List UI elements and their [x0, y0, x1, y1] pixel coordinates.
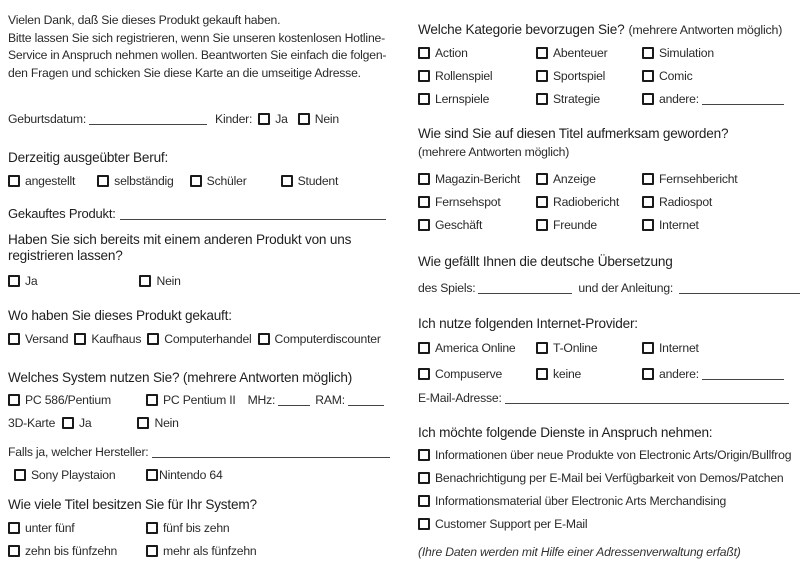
checkbox-icon [642, 47, 654, 59]
kategorie-row-1 [418, 46, 714, 60]
checkbox-label: Action [435, 46, 468, 60]
checkbox-label: Rollenspiel [435, 69, 493, 83]
checkbox-icon [418, 449, 430, 461]
checkbox-icon [642, 219, 654, 231]
gekauft-versand-checkbox[interactable] [8, 332, 68, 346]
checkbox-icon [8, 522, 20, 534]
checkbox-label: angestellt [25, 174, 76, 188]
checkbox-icon [418, 472, 430, 484]
checkbox-icon [418, 368, 430, 380]
email-label: E-Mail-Adresse: [418, 391, 502, 405]
kinder-nein-checkbox[interactable] [298, 112, 339, 126]
aufmerksam-internet-checkbox[interactable] [642, 218, 699, 232]
gekauft-title: Wo haben Sie dieses Produkt gekauft: [8, 308, 232, 323]
checkbox-icon [137, 417, 149, 429]
provider-andere-checkbox[interactable] [642, 367, 699, 381]
karte-nein-checkbox[interactable] [137, 416, 178, 430]
checkbox-label: Sportspiel [553, 69, 606, 83]
checkbox-icon [146, 469, 158, 481]
checkbox-label: Internet [659, 218, 699, 232]
checkbox-icon [146, 545, 158, 557]
dienste-row [418, 471, 783, 485]
provider-tonline-checkbox[interactable] [536, 341, 642, 355]
kategorie-strategie-checkbox[interactable] [536, 92, 642, 106]
checkbox-label: Internet [659, 341, 699, 355]
checkbox-icon [418, 518, 430, 530]
checkbox-label: Comic [659, 69, 693, 83]
checkbox-icon [536, 70, 548, 82]
registriert-title [8, 232, 351, 264]
checkbox-icon [642, 196, 654, 208]
beruf-angestellt-checkbox[interactable] [8, 174, 75, 188]
dienste-support-checkbox[interactable] [418, 517, 587, 531]
checkbox-icon [418, 196, 430, 208]
kategorie-action-checkbox[interactable] [418, 46, 536, 60]
aufmerksam-row-2 [418, 195, 712, 209]
checkbox-label: Sony Playstaion [31, 468, 116, 482]
checkbox-icon [418, 342, 430, 354]
checkbox-label: mehr als fünfzehn [163, 544, 257, 558]
beruf-selbstaendig-checkbox[interactable] [97, 174, 173, 188]
titel-row-2 [8, 544, 256, 558]
intro-line: Service in Anspruch nehmen wollen. Beantworten Sie einfach die folgen- [8, 48, 387, 62]
aufmerksam-fernsehspot-checkbox[interactable] [418, 195, 536, 209]
checkbox-label: keine [553, 367, 582, 381]
kategorie-rollenspiel-checkbox[interactable] [418, 69, 536, 83]
checkbox-icon [418, 93, 430, 105]
checkbox-icon [8, 394, 20, 406]
kategorie-row-2 [418, 69, 693, 83]
kinder-ja-checkbox[interactable] [258, 112, 287, 126]
provider-compuserve-checkbox[interactable] [418, 367, 536, 381]
checkbox-label: Strategie [553, 92, 600, 106]
aufmerksam-row-1 [418, 172, 738, 186]
checkbox-label: Schüler [206, 174, 247, 188]
dienste-informationen-checkbox[interactable] [418, 448, 791, 462]
checkbox-icon [8, 545, 20, 557]
checkbox-label: Anzeige [553, 172, 596, 186]
kategorie-note: (mehrere Antworten möglich) [628, 22, 783, 37]
checkbox-icon [74, 333, 86, 345]
kinder-label: Kinder: [215, 112, 253, 126]
intro-line: den Fragen und schicken Sie diese Karte an die umseitige Adresse. [8, 65, 361, 80]
aufmerksam-anzeige-checkbox[interactable] [536, 172, 642, 186]
birthdate-field[interactable] [89, 113, 207, 125]
email-row [418, 391, 789, 405]
checkbox-icon [190, 175, 202, 187]
kategorie-title [418, 22, 782, 37]
checkbox-icon [642, 368, 654, 380]
checkbox-icon [147, 333, 159, 345]
kategorie-heading: Welche Kategorie bevorzugen Sie? [418, 22, 625, 37]
checkbox-label: Nein [154, 416, 179, 430]
anleitung-field[interactable] [679, 282, 800, 294]
checkbox-icon [298, 113, 310, 125]
checkbox-icon [8, 275, 20, 287]
system-row-1 [8, 393, 384, 407]
checkbox-label: Simulation [659, 46, 714, 60]
checkbox-label: Radiospot [659, 195, 713, 209]
registriert-nein-checkbox[interactable] [139, 274, 180, 288]
aufmerksam-fernsehbericht-checkbox[interactable] [642, 172, 738, 186]
3d-karte-label: 3D-Karte [8, 416, 56, 430]
produkt-row [8, 206, 386, 221]
dienste-row [418, 494, 726, 508]
system-pc586-checkbox[interactable] [8, 393, 140, 407]
checkbox-icon [418, 47, 430, 59]
checkbox-icon [62, 417, 74, 429]
produkt-field[interactable] [120, 208, 386, 220]
checkbox-label: andere: [659, 92, 699, 106]
checkbox-label: Benachrichtigung per E-Mail bei Verfügbarkeit von Demos/Patchen [435, 471, 784, 485]
beruf-title: Derzeitig ausgeübter Beruf: [8, 150, 169, 165]
checkbox-icon [418, 495, 430, 507]
checkbox-icon [536, 342, 548, 354]
aufmerksam-magazin-checkbox[interactable] [418, 172, 536, 186]
aufmerksam-freunde-checkbox[interactable] [536, 218, 642, 232]
aufmerksam-row-3 [418, 218, 699, 232]
checkbox-label: Compuserve [435, 367, 503, 381]
checkbox-icon [536, 219, 548, 231]
checkbox-label: Fernsehbericht [659, 172, 738, 186]
checkbox-label: PC 586/Pentium [25, 393, 111, 407]
checkbox-icon [258, 113, 270, 125]
checkbox-icon [8, 175, 20, 187]
checkbox-label: Computerhandel [164, 332, 252, 346]
checkbox-label: Nein [156, 274, 181, 288]
checkbox-icon [536, 173, 548, 185]
checkbox-icon [139, 275, 151, 287]
provider-aol-checkbox[interactable] [418, 341, 536, 355]
email-field[interactable] [505, 392, 789, 404]
system-row-2 [8, 416, 179, 430]
checkbox-icon [418, 173, 430, 185]
checkbox-label: Versand [25, 332, 69, 346]
gekauft-options [8, 332, 381, 346]
kategorie-comic-checkbox[interactable] [642, 69, 693, 83]
titel-row-1 [8, 521, 230, 535]
intro-line: Vielen Dank, daß Sie dieses Produkt gekauft haben. [8, 13, 281, 27]
checkbox-icon [536, 196, 548, 208]
checkbox-label: PC Pentium II [163, 393, 236, 407]
kategorie-sportspiel-checkbox[interactable] [536, 69, 642, 83]
checkbox-label: zehn bis fünfzehn [25, 544, 118, 558]
checkbox-icon [642, 173, 654, 185]
checkbox-label: Student [297, 174, 339, 188]
checkbox-label: Informationsmaterial über Electronic Arts Merchandising [435, 494, 727, 508]
checkbox-label: unter fünf [25, 521, 75, 535]
checkbox-icon [642, 342, 654, 354]
aufmerksam-note: (mehrere Antworten möglich) [418, 145, 570, 159]
provider-row-1 [418, 341, 699, 355]
provider-row-2 [418, 367, 784, 381]
checkbox-label: Lernspiele [435, 92, 490, 106]
system-title: Welches System nutzen Sie? (mehrere Antworten möglich) [8, 370, 353, 385]
dienste-row [418, 448, 791, 462]
checkbox-label: Ja [79, 416, 92, 430]
checkbox-label: Geschäft [435, 218, 483, 232]
titel-mehr-als-fuenfzehn-checkbox[interactable] [146, 544, 256, 558]
karte-ja-checkbox[interactable] [62, 416, 91, 430]
kategorie-andere-field[interactable] [702, 93, 784, 105]
dienste-title: Ich möchte folgende Dienste in Anspruch nehmen: [418, 425, 713, 440]
checkbox-icon [418, 70, 430, 82]
beruf-student-checkbox[interactable] [281, 174, 339, 188]
titel-fuenf-bis-zehn-checkbox[interactable] [146, 521, 230, 535]
kategorie-abenteuer-checkbox[interactable] [536, 46, 642, 60]
aufmerksam-title: Wie sind Sie auf diesen Titel aufmerksam geworden? [418, 126, 729, 141]
checkbox-label: Freunde [553, 218, 597, 232]
registriert-title-line: registrieren lassen? [8, 248, 123, 263]
checkbox-label: Computerdiscounter [274, 332, 381, 346]
aufmerksam-geschaeft-checkbox[interactable] [418, 218, 536, 232]
mhz-field[interactable] [278, 394, 310, 406]
checkbox-icon [536, 93, 548, 105]
gekauft-kaufhaus-checkbox[interactable] [74, 332, 141, 346]
intro-text [8, 12, 386, 82]
produkt-label: Gekauftes Produkt: [8, 206, 116, 221]
beruf-schueler-checkbox[interactable] [190, 174, 247, 188]
checkbox-label: America Online [435, 341, 516, 355]
checkbox-label: Magazin-Bericht [435, 172, 521, 186]
hersteller-label: Falls ja, welcher Hersteller: [8, 445, 149, 459]
checkbox-label: fünf bis zehn [163, 521, 230, 535]
registriert-options [8, 274, 181, 288]
checkbox-icon [281, 175, 293, 187]
uebersetzung-title: Wie gefällt Ihnen die deutsche Übersetzung [418, 254, 673, 269]
mhz-label: MHz: [247, 393, 276, 407]
checkbox-icon [8, 333, 20, 345]
nintendo-checkbox[interactable] [146, 468, 223, 482]
checkbox-icon [418, 219, 430, 231]
konsolen-row [8, 468, 223, 482]
dienste-row [418, 517, 587, 531]
checkbox-label: Abenteuer [553, 46, 608, 60]
kategorie-row-3 [418, 92, 784, 106]
checkbox-label: andere: [659, 367, 699, 381]
checkbox-icon [642, 70, 654, 82]
checkbox-label: selbständig [114, 174, 174, 188]
provider-internet-checkbox[interactable] [642, 341, 699, 355]
checkbox-icon [146, 394, 158, 406]
dienste-merchandising-checkbox[interactable] [418, 494, 726, 508]
checkbox-label: Informationen über neue Produkte von Electronic Arts/Origin/Bullfrog [435, 448, 792, 462]
checkbox-label: Fernsehspot [435, 195, 501, 209]
hersteller-row [8, 445, 390, 459]
checkbox-label: T-Online [553, 341, 598, 355]
ram-label: RAM: [315, 393, 345, 407]
checkbox-icon [258, 333, 270, 345]
spiel-label: des Spiels: [418, 281, 476, 295]
gekauft-computerhandel-checkbox[interactable] [147, 332, 251, 346]
checkbox-icon [642, 93, 654, 105]
beruf-options [8, 174, 338, 188]
kategorie-simulation-checkbox[interactable] [642, 46, 714, 60]
registriert-ja-checkbox[interactable] [8, 274, 37, 288]
footer-note: (Ihre Daten werden mit Hilfe einer Adressenverwaltung erfaßt) [418, 545, 741, 559]
birthdate-label: Geburtsdatum: [8, 112, 87, 126]
titel-zehn-bis-fuenfzehn-checkbox[interactable] [8, 544, 140, 558]
aufmerksam-radiospot-checkbox[interactable] [642, 195, 712, 209]
anleitung-label: und der Anleitung: [578, 281, 674, 295]
titel-title: Wie viele Titel besitzen Sie für Ihr System? [8, 497, 257, 512]
checkbox-label: Ja [25, 274, 38, 288]
checkbox-label: Radiobericht [553, 195, 620, 209]
checkbox-icon [97, 175, 109, 187]
provider-andere-field[interactable] [702, 368, 784, 380]
kategorie-andere-checkbox[interactable] [642, 92, 699, 106]
birth-row [8, 112, 339, 126]
kategorie-lernspiele-checkbox[interactable] [418, 92, 536, 106]
checkbox-label: Nein [314, 112, 339, 126]
checkbox-label: Ja [275, 112, 288, 126]
spiel-field[interactable] [478, 282, 572, 294]
checkbox-label: Nintendo 64 [159, 468, 223, 482]
checkbox-icon [146, 522, 158, 534]
provider-title: Ich nutze folgenden Internet-Provider: [418, 316, 638, 331]
uebersetzung-row [418, 281, 800, 295]
dienste-benachrichtigung-checkbox[interactable] [418, 471, 783, 485]
checkbox-label: Customer Support per E-Mail [435, 517, 588, 531]
checkbox-icon [14, 469, 26, 481]
checkbox-label: Kaufhaus [91, 332, 142, 346]
sony-checkbox[interactable] [8, 468, 140, 482]
aufmerksam-radiobericht-checkbox[interactable] [536, 195, 642, 209]
hersteller-field[interactable] [152, 446, 390, 458]
intro-line: Bitte lassen Sie sich registrieren, wenn Sie unseren kostenlosen Hotline- [8, 30, 385, 45]
gekauft-computerdiscounter-checkbox[interactable] [258, 332, 381, 346]
titel-unter-fuenf-checkbox[interactable] [8, 521, 140, 535]
registriert-title-line: Haben Sie sich bereits mit einem anderen Produkt von uns [8, 232, 352, 247]
ram-field[interactable] [348, 394, 384, 406]
checkbox-icon [536, 368, 548, 380]
checkbox-icon [536, 47, 548, 59]
provider-keine-checkbox[interactable] [536, 367, 642, 381]
system-pc2-checkbox[interactable] [146, 393, 236, 407]
